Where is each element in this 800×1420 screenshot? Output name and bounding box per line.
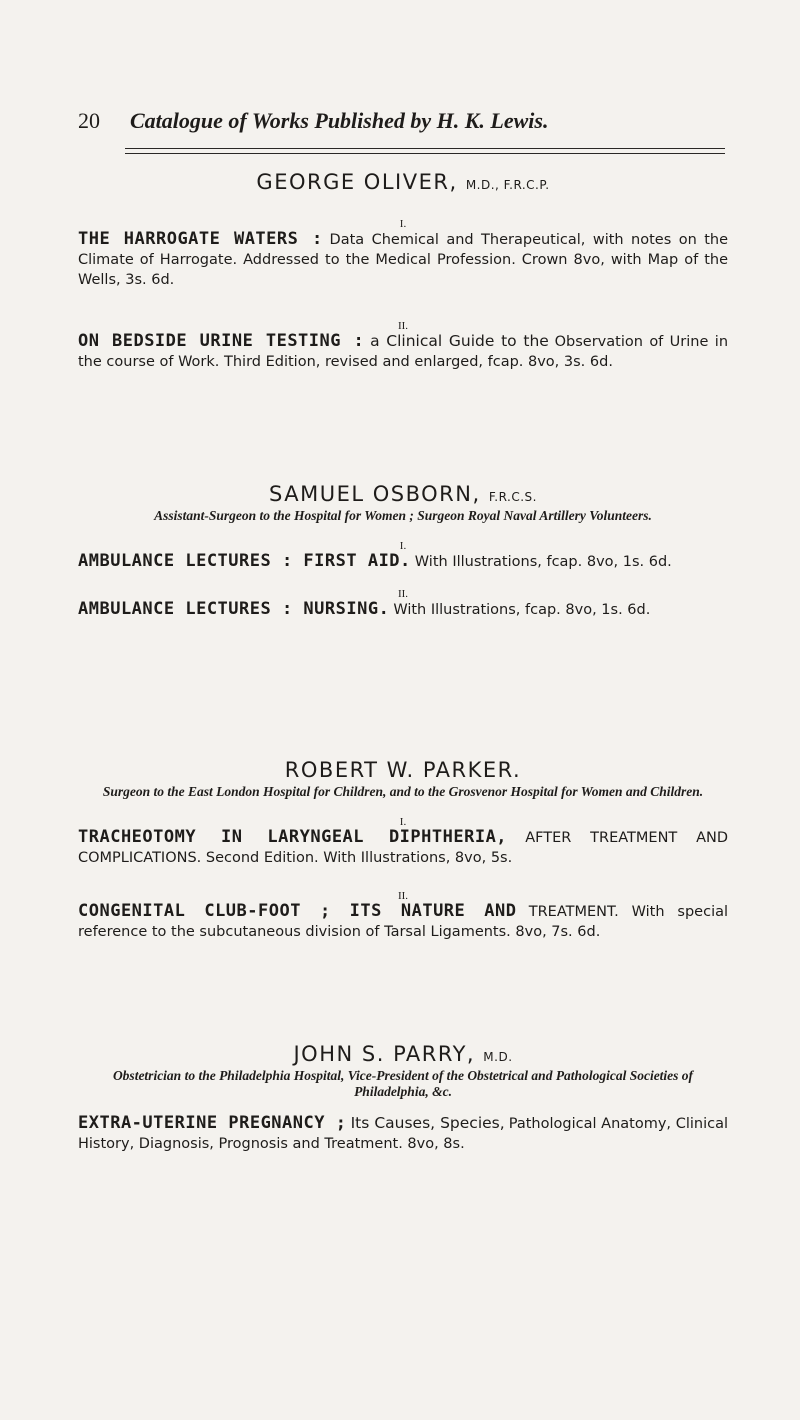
- author-section-parry: [78, 1042, 728, 1154]
- catalogue-entry: [78, 332, 728, 372]
- header-rule-thick: [125, 148, 725, 149]
- work-subtitle: a Clinical Guide to the: [370, 332, 549, 350]
- catalogue-entry: [78, 828, 728, 868]
- work-description: AFTER TREATMENT AND COMPLICATIONS. Second Edition. With Illustrations, 8vo, 5s.: [78, 830, 729, 866]
- author-degrees: F.R.C.S.: [488, 490, 537, 504]
- author-heading: [78, 482, 728, 506]
- catalogue-entry: [78, 230, 728, 290]
- work-numeral: II.: [397, 890, 409, 902]
- work-description: With Illustrations, fcap. 8vo, 1s. 6d.: [414, 554, 672, 570]
- work-title: ON BEDSIDE URINE TESTING :: [78, 331, 365, 351]
- work-description: Data Chemical and Therapeutical, with notes on the Climate of Harrogate. Addressed to the Medical Profession. Crown 8vo, with Map of the Wells, 3s. 6d.: [78, 232, 729, 288]
- catalogue-entry: [78, 600, 728, 620]
- author-name: SAMUEL OSBORN,: [269, 482, 481, 506]
- work-title: EXTRA-UTERINE PREGNANCY ;: [78, 1113, 347, 1133]
- author-affiliation: Surgeon to the East London Hospital for Children, and to the Grosvenor Hospital for Women and Children.: [102, 784, 704, 799]
- author-degrees: M.D.: [483, 1050, 513, 1064]
- work-numeral: I.: [399, 540, 407, 552]
- work-title: AMBULANCE LECTURES : NURSING.: [78, 599, 390, 619]
- catalogue-entry: [78, 552, 728, 572]
- catalogue-entry: [78, 902, 728, 942]
- work-title: THE HARROGATE WATERS :: [78, 229, 323, 249]
- work-title: CONGENITAL CLUB-FOOT ; ITS NATURE AND: [78, 901, 517, 921]
- work-numeral: I.: [399, 816, 407, 828]
- author-degrees: M.D., F.R.C.P.: [465, 178, 550, 192]
- author-heading: [78, 758, 728, 782]
- running-title: Catalogue of Works Published by H. K. Lewis.: [130, 108, 549, 133]
- work-title: AMBULANCE LECTURES : FIRST AID.: [78, 551, 411, 571]
- work-description: With Illustrations, fcap. 8vo, 1s. 6d.: [393, 602, 651, 618]
- page-number: 20: [78, 108, 100, 133]
- work-numeral: II.: [397, 588, 409, 600]
- author-heading: [78, 170, 728, 194]
- work-title: TRACHEOTOMY IN LARYNGEAL DIPHTHERIA,: [78, 827, 508, 847]
- work-numeral: II.: [397, 320, 409, 332]
- work-description: Pathological Anatomy, Clinical History, Diagnosis, Prognosis and Treatment. 8vo, 8s.: [78, 1116, 729, 1152]
- author-affiliation: Obstetrician to the Philadelphia Hospital, Vice-President of the Obstetrical and Pathological Societies of Philadelphia, &c.: [112, 1068, 694, 1099]
- work-subtitle: Its Causes, Species,: [350, 1114, 505, 1132]
- work-numeral: I.: [399, 218, 407, 230]
- author-section-osborn: [78, 482, 728, 620]
- catalogue-entry: [78, 1114, 728, 1154]
- author-affiliation: Assistant-Surgeon to the Hospital for Women ; Surgeon Royal Naval Artillery Volunteers.: [154, 508, 652, 523]
- author-section-oliver: [78, 170, 728, 372]
- header-rule-thin: [125, 153, 725, 154]
- author-name: JOHN S. PARRY,: [293, 1042, 476, 1066]
- author-heading: [78, 1042, 728, 1066]
- author-name: ROBERT W. PARKER.: [284, 758, 522, 782]
- work-description: Observation of Urine in the course of Work. Third Edition, revised and enlarged, fcap. 8vo, 3s. 6d.: [78, 334, 729, 370]
- work-description: TREATMENT. With special reference to the subcutaneous division of Tarsal Ligaments. 8vo, 7s. 6d.: [78, 904, 729, 940]
- author-name: GEORGE OLIVER,: [256, 170, 458, 194]
- author-section-parker: [78, 758, 728, 942]
